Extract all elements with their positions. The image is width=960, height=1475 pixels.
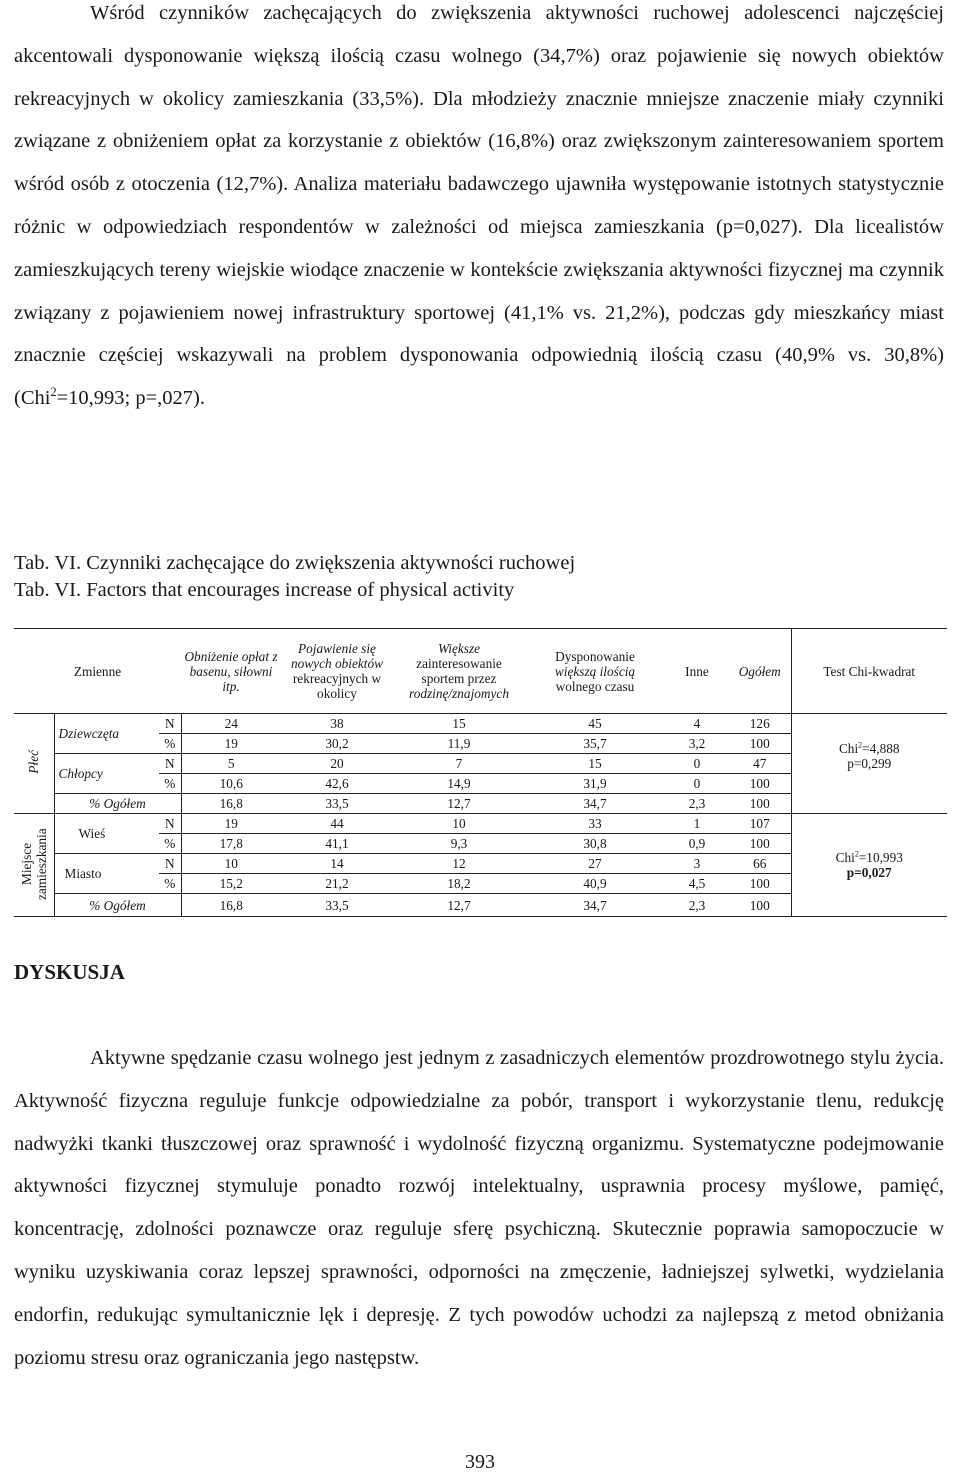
test-place: Chi$^2$=10,993 p=0,027 <box>791 814 947 917</box>
header-free-time: Dysponowanie większą ilością wolnego czasu <box>525 629 665 714</box>
table-row <box>14 814 947 834</box>
cell: 33 <box>588 816 602 831</box>
test-sex: Chi$^2$=4,888 p=0,299 <box>791 714 947 814</box>
cell: 16,8 <box>181 794 281 814</box>
cell: 100 <box>729 894 791 917</box>
stat-label: N <box>164 816 175 831</box>
discussion-heading: DYSKUSJA <box>14 960 125 984</box>
row-label-city: Miasto <box>54 854 159 894</box>
cell: 19 <box>181 734 281 754</box>
cell: 45 <box>588 716 602 731</box>
table-header-row <box>14 629 947 714</box>
header-new-facilities: Pojawienie się nowych obiektów rekreacyjnych w okolicy <box>281 629 393 714</box>
cell: 16,8 <box>181 894 281 917</box>
cell: 19 <box>181 814 281 834</box>
header-fee-reduction: Obniżenie opłat z basenu, siłowni itp. <box>181 629 281 714</box>
cell: 66 <box>729 854 791 874</box>
cell: 0 <box>665 754 729 774</box>
stat-label: % <box>159 774 181 794</box>
table-row <box>14 714 947 734</box>
discussion-paragraph: Aktywne spędzanie czasu wolnego jest jednym z zasadniczych elementów prozdrowotnego stylu życia. Aktywność fizyczna reguluje funkcje odpowiedzialne za pobór, transport i wykorzystanie tlenu, redukcję nadwyżki tkanki tłuszczowej oraz sprawność i wydolność fizyczną organizmu. Systematyczne podejmowanie aktywności fizycznej stymuluje ponadto rozwój intelektualny, usprawnia procesy myślowe, pamięć, koncentrację, zdolności poznawcze oraz reguluje sferę psychiczną. Skutecznie poprawia samopoczucie w wyniku uzyskiwania coraz lepszej sprawności, odporności na zmęczenie, ładniejszej sylwetki, wydzielania endorfin, redukując symultanicznie lęk i depresję. Z tych powodów uchodzi za najlepszą z metod obniżania poziomu stresu oraz ograniczania jego następstw. <box>14 1047 944 1369</box>
cell: 15 <box>525 754 665 774</box>
cell: 34,7 <box>525 894 665 917</box>
cell: 17,8 <box>181 834 281 854</box>
cell: 34,7 <box>525 794 665 814</box>
cell: 14,9 <box>393 774 525 794</box>
cell: 27 <box>525 854 665 874</box>
cell: 9,3 <box>393 834 525 854</box>
page-number: 393 <box>465 1451 495 1473</box>
cell: 12,7 <box>393 894 525 917</box>
cell: 100 <box>729 874 791 894</box>
cell: 7 <box>393 754 525 774</box>
cell: 2,3 <box>665 894 729 917</box>
cell: 40,9 <box>525 874 665 894</box>
cell: 14 <box>281 854 393 874</box>
cell: 10 <box>452 816 466 831</box>
stat-label: % <box>159 874 181 894</box>
cell: 15,2 <box>181 874 281 894</box>
cell: 20 <box>281 754 393 774</box>
header-chi-test: Test Chi-kwadrat <box>791 629 947 714</box>
cell: 2,3 <box>665 794 729 814</box>
cell: 47 <box>729 754 791 774</box>
cell: 33,5 <box>281 794 393 814</box>
row-label-total-place: % Ogółem <box>54 894 181 917</box>
cell: 42,6 <box>281 774 393 794</box>
cell: 31,9 <box>525 774 665 794</box>
row-label-village: Wieś <box>78 826 106 841</box>
cell: 30,2 <box>281 734 393 754</box>
cell: 100 <box>729 834 791 854</box>
row-label-total-sex: % Ogółem <box>54 794 181 814</box>
cell: 3,2 <box>665 734 729 754</box>
cell: 4 <box>693 716 701 731</box>
row-label-boys: Chłopcy <box>54 754 159 794</box>
table-caption-en: Tab. VI. Factors that encourages increase of physical activity <box>14 579 515 601</box>
cell: 12,7 <box>393 794 525 814</box>
cell: 33,5 <box>281 894 393 917</box>
group-label-sex: Płeć <box>14 714 54 814</box>
cell: 21,2 <box>281 874 393 894</box>
group-label-place: Miejsce zamieszkania <box>14 814 54 917</box>
cell: 4,5 <box>665 874 729 894</box>
stat-label: N <box>159 754 181 774</box>
cell: 12 <box>393 854 525 874</box>
stat-label: % <box>159 734 181 754</box>
cell: 35,7 <box>525 734 665 754</box>
factors-table <box>14 628 947 917</box>
cell: 0,9 <box>665 834 729 854</box>
cell: 38 <box>330 716 344 731</box>
cell: 5 <box>181 754 281 774</box>
stat-label: N <box>159 854 181 874</box>
intro-paragraph: Wśród czynników zachęcających do zwiększenia aktywności ruchowej adolescenci najczęściej akcentowali dysponowanie większą ilością czasu wolnego (34,7%) oraz pojawienie się nowych obiektów rekreacyjnych w okolicy zamieszkania (33,5%). Dla młodzieży znacznie mniejsze znaczenie miały czynniki związane z obniżeniem opłat za korzystanie z obiektów (16,8%) oraz zwiększonym zainteresowaniem sportem wśród osób z otoczenia (12,7%). Analiza materiału badawczego ujawniła występowanie istotnych statystycznie różnic w odpowiedziach respondentów w zależności od miejsca zamieszkania (p=0,027). Dla licealistów zamieszkujących tereny wiejskie wiodące znaczenie w kontekście zwiększania aktywności fizycznej ma czynnik związany z pojawieniem nowej infrastruktury sportowej (41,1% vs. 21,2%), podczas gdy mieszkańcy miast znacznie częściej wskazywali na problem dysponowania odpowiednią ilością czasu (40,9% vs. 30,8%) (Chi$^2$=10,993; p=,027). <box>14 2 944 410</box>
cell: 126 <box>749 716 770 731</box>
header-total: Ogółem <box>729 629 791 714</box>
cell: 30,8 <box>525 834 665 854</box>
cell: 10 <box>181 854 281 874</box>
cell: 100 <box>729 734 791 754</box>
cell: 15 <box>452 716 466 731</box>
cell: 100 <box>729 774 791 794</box>
cell: 24 <box>181 714 281 734</box>
cell: 1 <box>693 816 701 831</box>
cell: 41,1 <box>281 834 393 854</box>
header-interest: Większe zainteresowanie sportem przez rodzinę/znajomych <box>393 629 525 714</box>
cell: 100 <box>729 794 791 814</box>
cell: 0 <box>665 774 729 794</box>
table-caption-pl: Tab. VI. Czynniki zachęcające do zwiększenia aktywności ruchowej <box>14 552 576 574</box>
cell: 11,9 <box>393 734 525 754</box>
stat-label: N <box>164 716 175 731</box>
cell: 10,6 <box>181 774 281 794</box>
header-variables: Zmienne <box>14 629 181 714</box>
cell: 44 <box>330 816 344 831</box>
stat-label: % <box>159 834 181 854</box>
row-label-girls: Dziewczęta <box>58 726 120 741</box>
cell: 3 <box>665 854 729 874</box>
cell: 18,2 <box>393 874 525 894</box>
cell: 107 <box>749 816 770 831</box>
header-other: Inne <box>665 629 729 714</box>
